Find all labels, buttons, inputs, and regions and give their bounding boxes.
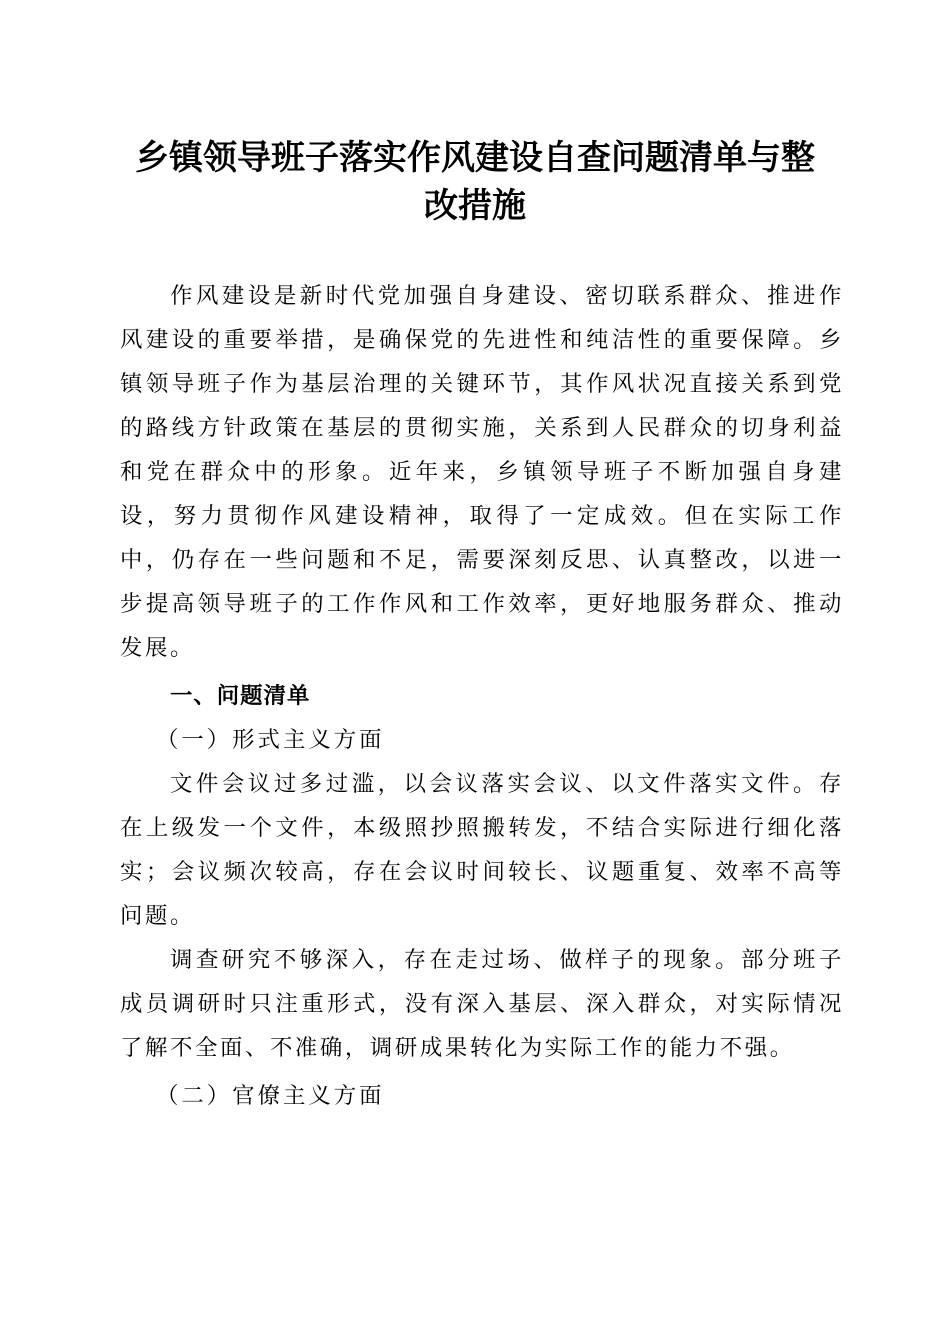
title-line-1: 乡镇领导班子落实作风建设自查问题清单与整 [135,138,815,178]
section-heading-problem-list: 一、问题清单 [170,683,311,709]
formalism-paragraph-2: 调查研究不够深入，存在走过场、做样子的现象。部分班子成员调研时只注重形式，没有深入基层、深入群众，对实际情况了解不全面、不准确，调研成果转化为实际工作的能力不强。 [120,947,844,1061]
subsection-heading-formalism: （一）形式主义方面 [156,727,385,753]
title-line-2: 改措施 [424,186,526,226]
formalism-paragraph-1: 文件会议过多过滥，以会议落实会议、以文件落实文件。存在上级发一个文件，本级照抄照搬转发，不结合实际进行细化落实；会议频次较高，存在会议时间较长、议题重复、效率不高等问题。 [120,771,844,929]
subsection-heading-bureaucratism: （二）官僚主义方面 [156,1083,385,1109]
document-body [120,274,844,1118]
intro-paragraph: 作风建设是新时代党加强自身建设、密切联系群众、推进作风建设的重要举措，是确保党的先进性和纯洁性的重要保障。乡镇领导班子作为基层治理的关键环节，其作风状况直接关系到党的路线方针政策在基层的贯彻实施，关系到人民群众的切身利益和党在群众中的形象。近年来，乡镇领导班子不断加强自身建设，努力贯彻作风建设精神，取得了一定成效。但在实际工作中，仍存在一些问题和不足，需要深刻反思、认真整改，以进一步提高领导班子的工作作风和工作效率，更好地服务群众、推动发展。 [120,283,844,661]
document-title [100,134,850,230]
